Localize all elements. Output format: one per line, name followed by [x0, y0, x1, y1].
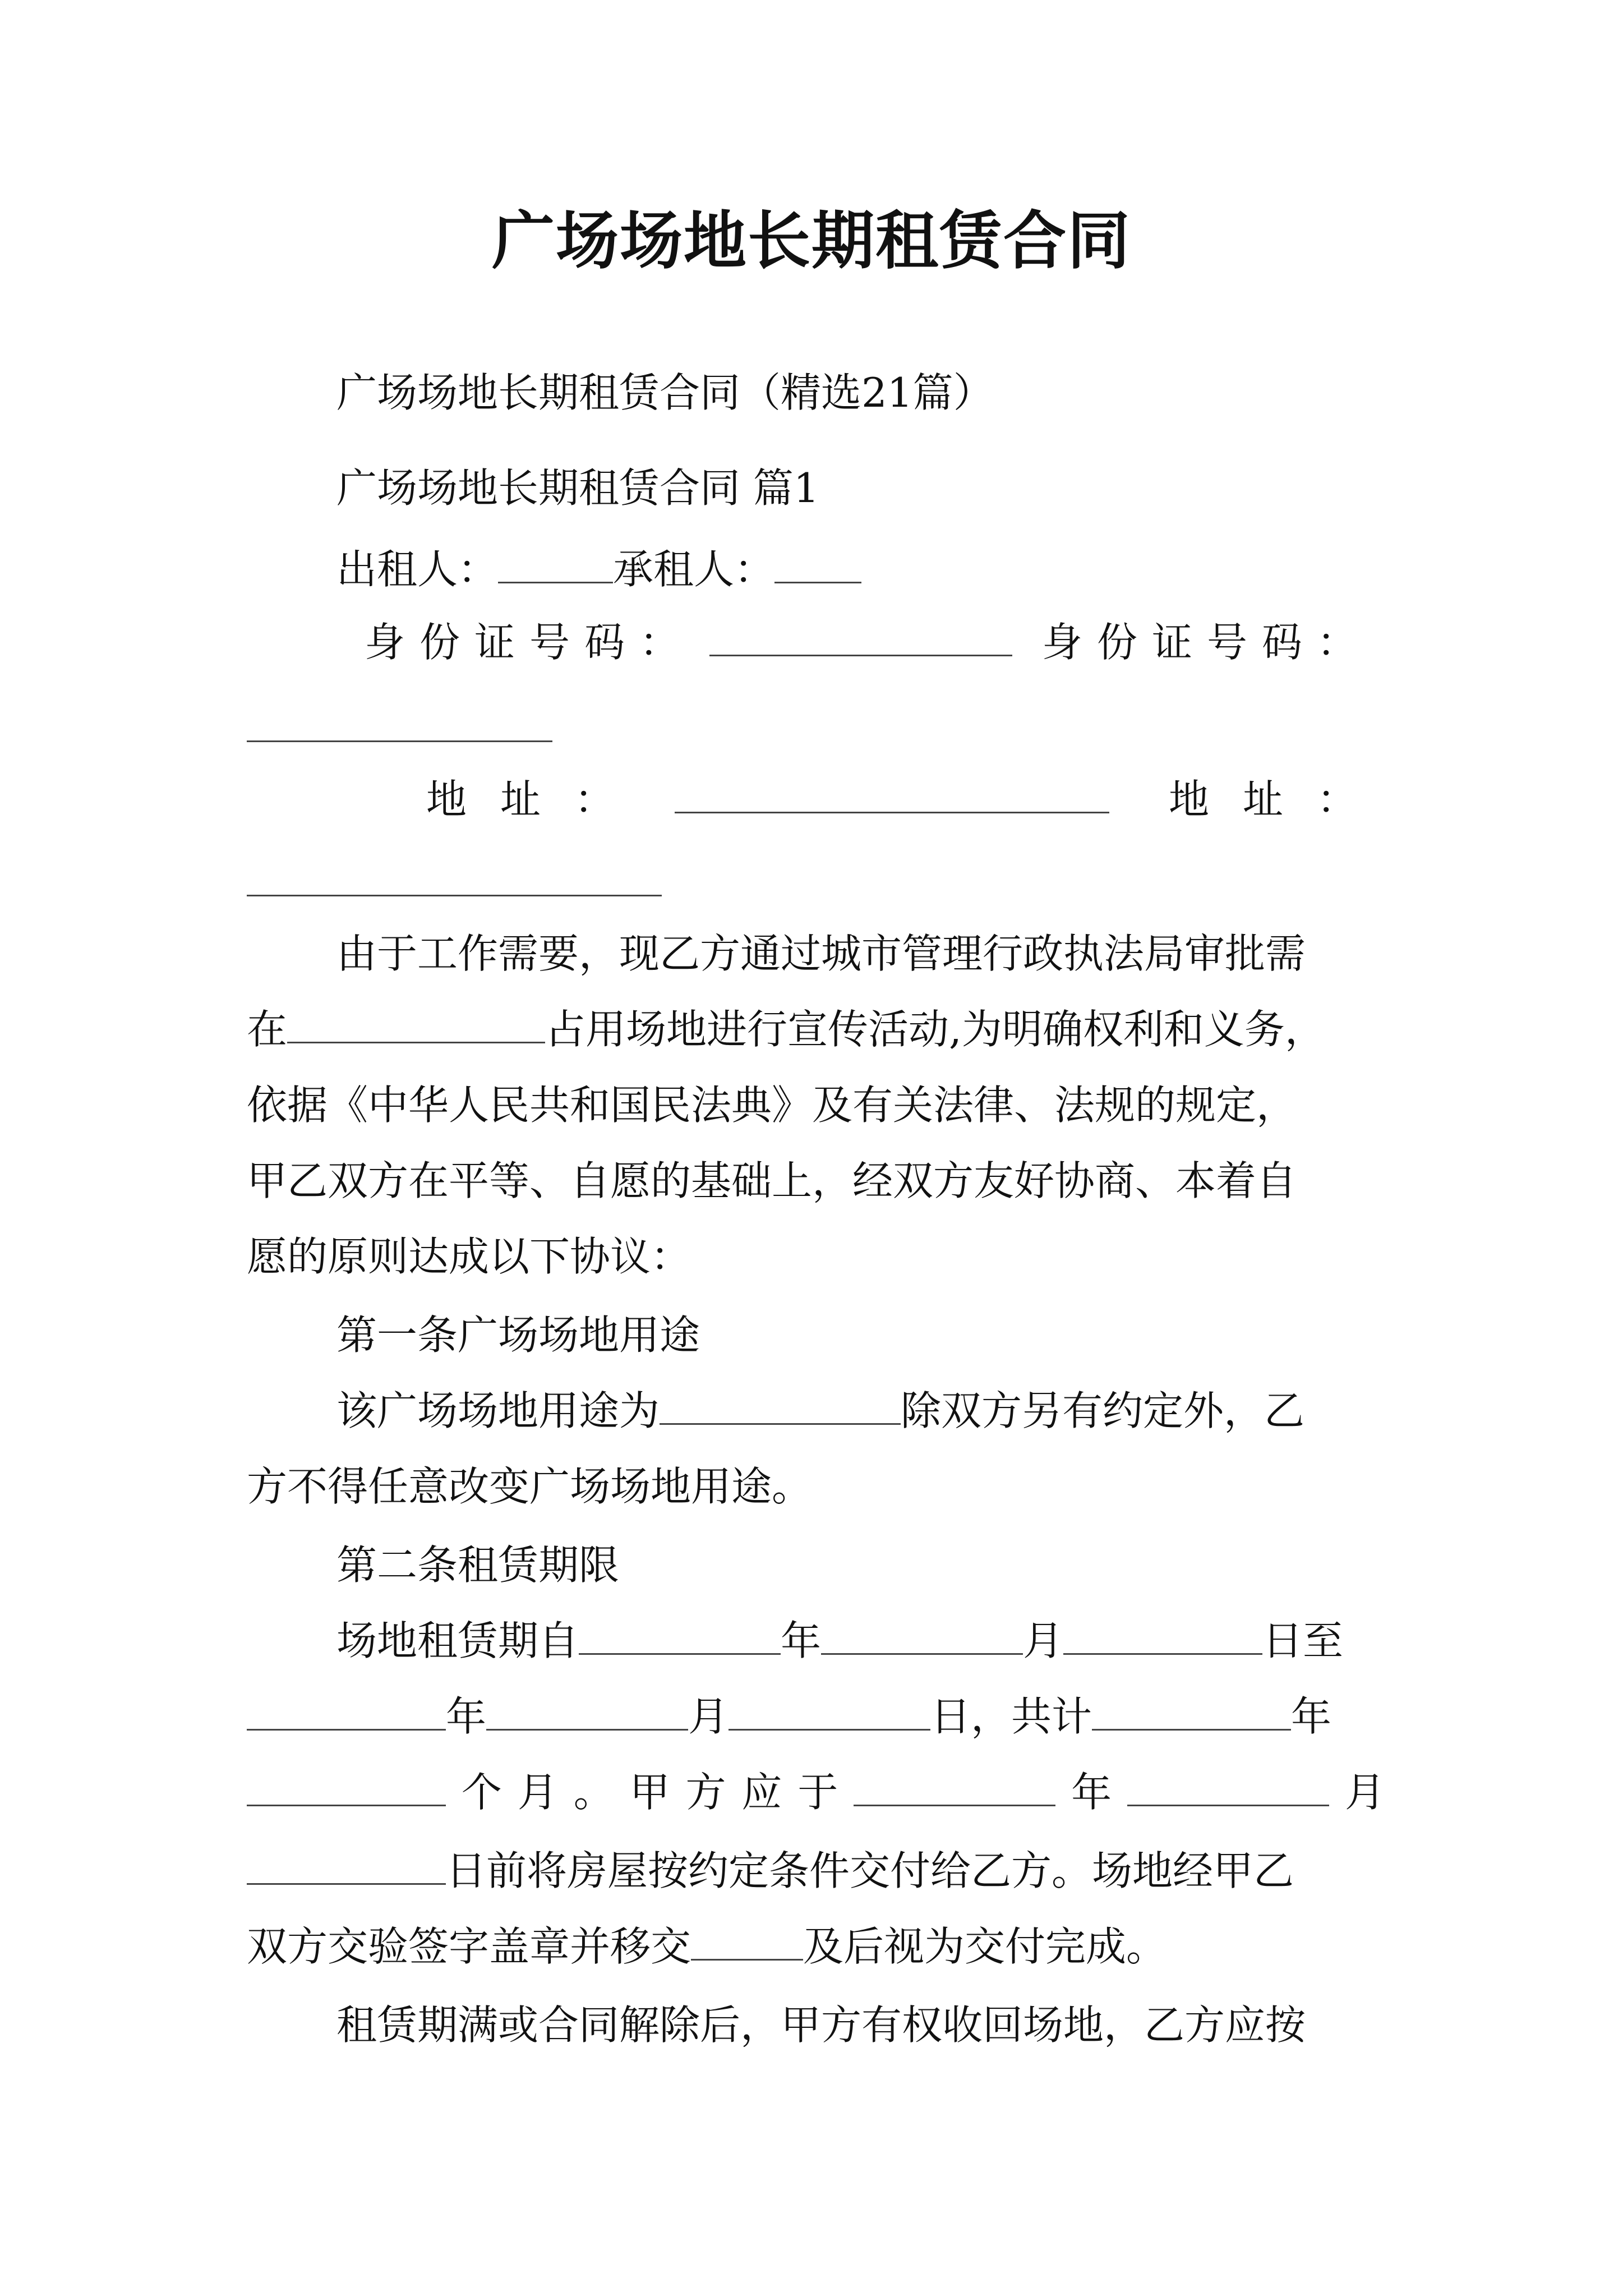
- total-month-blank: [247, 1765, 446, 1806]
- id-label-1: 身 份 证 号 码 ：: [365, 619, 680, 666]
- lease-period-line-1: 场地租赁期自 年 月 日至: [336, 1613, 1343, 1669]
- article-2-heading: 第二条租赁期限: [336, 1542, 620, 1589]
- address-blank-2: [247, 895, 662, 896]
- address-label-1: 地 址 ：: [426, 776, 615, 823]
- total-year-blank: [1092, 1690, 1291, 1731]
- article-1-heading: 第一条广场场地用途: [336, 1312, 700, 1359]
- article-1-line-2: 方不得任意改变广场场地用途。: [247, 1463, 813, 1510]
- id-label-2: 身 份 证 号 码 ：: [1041, 619, 1357, 666]
- document-title: 广场场地长期租赁合同: [492, 204, 1131, 278]
- lessee-blank: [774, 542, 861, 583]
- lessor-blank: [498, 542, 613, 583]
- end-year-blank: [247, 1690, 446, 1731]
- section-heading: 广场场地长期租赁合同 篇1: [336, 464, 819, 512]
- document-subtitle: 广场场地长期租赁合同（精选21篇）: [336, 369, 994, 416]
- parties-line: [336, 541, 861, 597]
- end-month-blank: [486, 1690, 688, 1731]
- lease-period-line-3: 个 月 。 甲 方 应 于 年 月: [247, 1764, 1385, 1820]
- start-day-blank: [1063, 1614, 1262, 1655]
- venue-blank: [287, 1002, 545, 1043]
- delivery-day-blank: [247, 1844, 446, 1885]
- lease-period-line-4: 日前将房屋按约定条件交付给乙方。场地经甲乙: [247, 1843, 1294, 1899]
- end-day-blank: [728, 1690, 930, 1731]
- id-number-line: [365, 614, 1357, 670]
- id-number-blank-2: [247, 740, 552, 742]
- intro-line-2: 在 占用场地进行宣传活动,为明确权利和义务，: [247, 1001, 1325, 1057]
- lease-period-line-6: 租赁期满或合同解除后，甲方有权收回场地，乙方应按: [336, 2001, 1306, 2049]
- usage-blank: [660, 1384, 901, 1425]
- start-year-blank: [579, 1614, 781, 1655]
- lease-period-line-5: 双方交验签字盖章并移交 及后视为交付完成。: [247, 1918, 1166, 1975]
- address-line: [426, 771, 1357, 827]
- id-number-blank-1: [709, 615, 1012, 656]
- lessor-label: 出租人：: [336, 546, 499, 593]
- address-label-2: 地 址 ：: [1168, 776, 1357, 823]
- lessee-label: 承租人：: [613, 546, 775, 593]
- start-month-blank: [821, 1614, 1023, 1655]
- intro-line-4: 甲乙双方在平等、自愿的基础上，经双方友好协商、本着自: [247, 1157, 1297, 1204]
- delivery-month-blank: [1127, 1765, 1329, 1806]
- intro-line-1: 由于工作需要，现乙方通过城市管理行政执法局审批需: [336, 930, 1306, 977]
- intro-line-5: 愿的原则达成以下协议：: [247, 1233, 691, 1280]
- handover-blank: [691, 1920, 803, 1961]
- delivery-year-blank: [854, 1765, 1055, 1806]
- lease-period-line-2: 年 月 日，共计 年: [247, 1688, 1331, 1745]
- article-1-line-1: 该广场场地用途为 除双方另有约定外，乙: [336, 1383, 1304, 1439]
- address-blank-1: [675, 772, 1109, 813]
- intro-line-3: 依据《中华人民共和国民法典》及有关法律、法规的规定，: [247, 1082, 1297, 1129]
